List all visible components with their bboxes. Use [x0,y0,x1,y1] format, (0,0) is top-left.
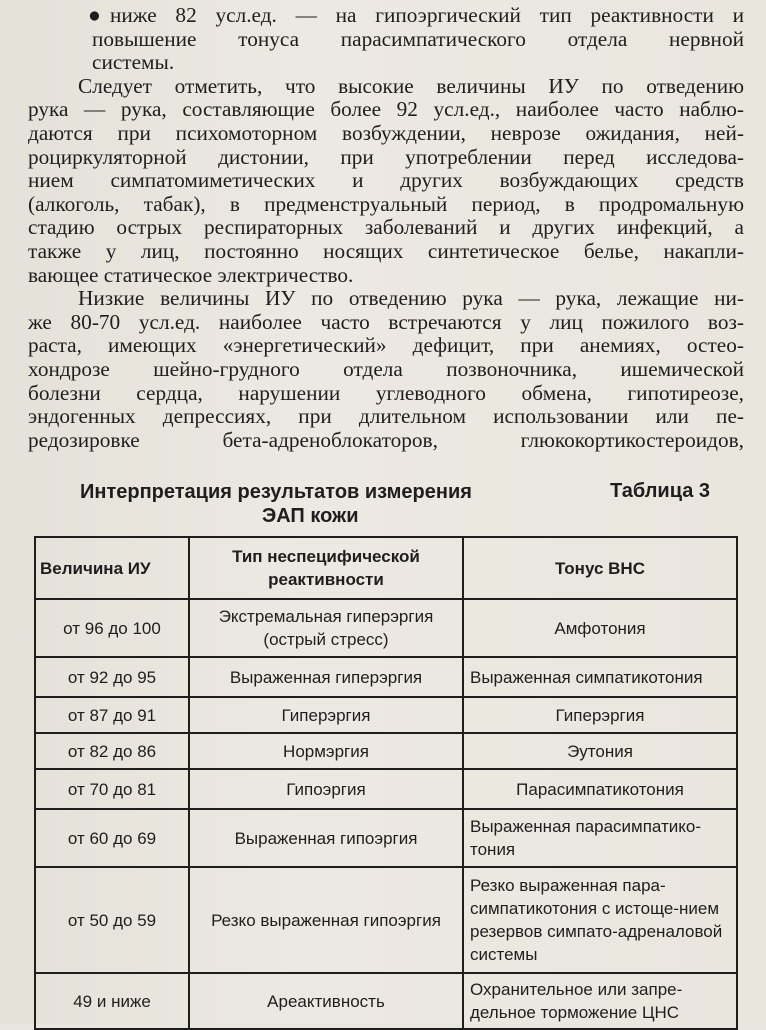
interpretation-table [34,536,738,1030]
bullet-line: повышение тонуса парасимпатического отдела нервной [92,26,744,51]
cell-iu-value: от 70 до 81 [35,769,189,809]
body-text [28,4,744,452]
paragraph-line: редозировке бета-адреноблокаторов, глюкокортикостероидов, [28,427,744,452]
cell-reactivity-type: Резко выраженная гипоэргия [189,867,463,973]
bullet-icon: ● [88,3,101,27]
cell-reactivity-type: Гиперэргия [189,697,463,733]
cell-reactivity-type: Нормэргия [189,733,463,769]
cell-reactivity-type: Гипоэргия [189,769,463,809]
cell-iu-value: от 96 до 100 [35,599,189,657]
table-row [35,973,737,1029]
cell-ans-tone: Парасимпатикотония [463,769,737,809]
table-heading-line-1: Интерпретация результатов измерения [80,481,472,503]
cell-iu-value: от 82 до 86 [35,733,189,769]
table-row [35,867,737,973]
header-iu-value: Величина ИУ [35,537,189,599]
cell-ans-tone: Выраженная парасимпатико-тония [463,809,737,867]
header-ans-tone: Тонус ВНС [463,537,737,599]
paragraph-line: стадию острых респираторных заболеваний и других инфекций, а [28,215,744,240]
table-heading [80,480,472,528]
cell-iu-value: от 92 до 95 [35,657,189,697]
cell-ans-tone: Охранительное или запре-дельное торможение ЦНС [463,973,737,1029]
table-row [35,769,737,809]
paragraph-line: Низкие величины ИУ по отведению рука — рука, лежащие ни- [78,286,744,311]
table-row [35,657,737,697]
cell-ans-tone: Эутония [463,733,737,769]
cell-ans-tone: Амфотония [463,599,737,657]
cell-reactivity-type: Выраженная гиперэргия [189,657,463,697]
cell-reactivity-type: Выраженная гипоэргия [189,809,463,867]
paragraph-line: Следует отметить, что высокие величины ИУ по отведению [78,73,744,98]
cell-reactivity-type: Ареактивность [189,973,463,1029]
table-heading-line-2: ЭАП кожи [262,505,359,527]
paragraph-line: вающее статическое электричество. [28,262,354,287]
cell-reactivity-type: Экстремальная гиперэргия (острый стресс) [189,599,463,657]
table-row [35,599,737,657]
cell-ans-tone: Гиперэргия [463,697,737,733]
cell-iu-value: от 60 до 69 [35,809,189,867]
paragraph-line: же 80-70 усл.ед. наиболее часто встречаются у лиц пожилого воз- [28,309,744,334]
paragraph-line: нием симпатомиметических и других возбуждающих средств [28,168,744,193]
cell-iu-value: 49 и ниже [35,973,189,1029]
paragraph-line: рука — рука, составляющие более 92 усл.ед., наиболее часто наблю- [28,97,744,122]
paragraph-line: (алкоголь, табак), в предменструальный период, в продромальную [28,191,744,216]
cell-ans-tone: Выраженная симпатикотония [463,657,737,697]
cell-ans-tone: Резко выраженная пара-симпатикотония с истоще-нием резервов симпато-адреналовой системы [463,867,737,973]
table-header-row [35,537,737,599]
cell-iu-value: от 87 до 91 [35,697,189,733]
paragraph-line: даются при психомоторном возбуждении, неврозе ожидания, ней- [28,120,744,145]
paragraph-line: раста, имеющих «энергетический» дефицит, при анемиях, остео- [28,333,744,358]
table-row [35,733,737,769]
paragraph-line: также у лиц, постоянно носящих синтетическое белье, накапли- [28,238,744,263]
bullet-line: системы. [92,50,175,75]
bullet-line: ● ниже 82 усл.ед. — на гипоэргический тип реактивности и [88,3,744,27]
cell-iu-value: от 50 до 59 [35,867,189,973]
paragraph-line: эндогенных депрессиях, при длительном использовании или пе- [28,404,744,429]
paragraph-line: роциркуляторной дистонии, при употреблении перед исследова- [28,144,744,169]
table-row [35,809,737,867]
paragraph-line: болезни сердца, нарушении углеводного обмена, гипотиреозе, [28,380,744,405]
header-reactivity-type: Тип неспецифической реактивности [189,537,463,599]
paragraph-line: хондрозе шейно-грудного отдела позвоночника, ишемической [28,356,744,381]
table-row [35,697,737,733]
table-number-label: Таблица 3 [610,480,711,502]
